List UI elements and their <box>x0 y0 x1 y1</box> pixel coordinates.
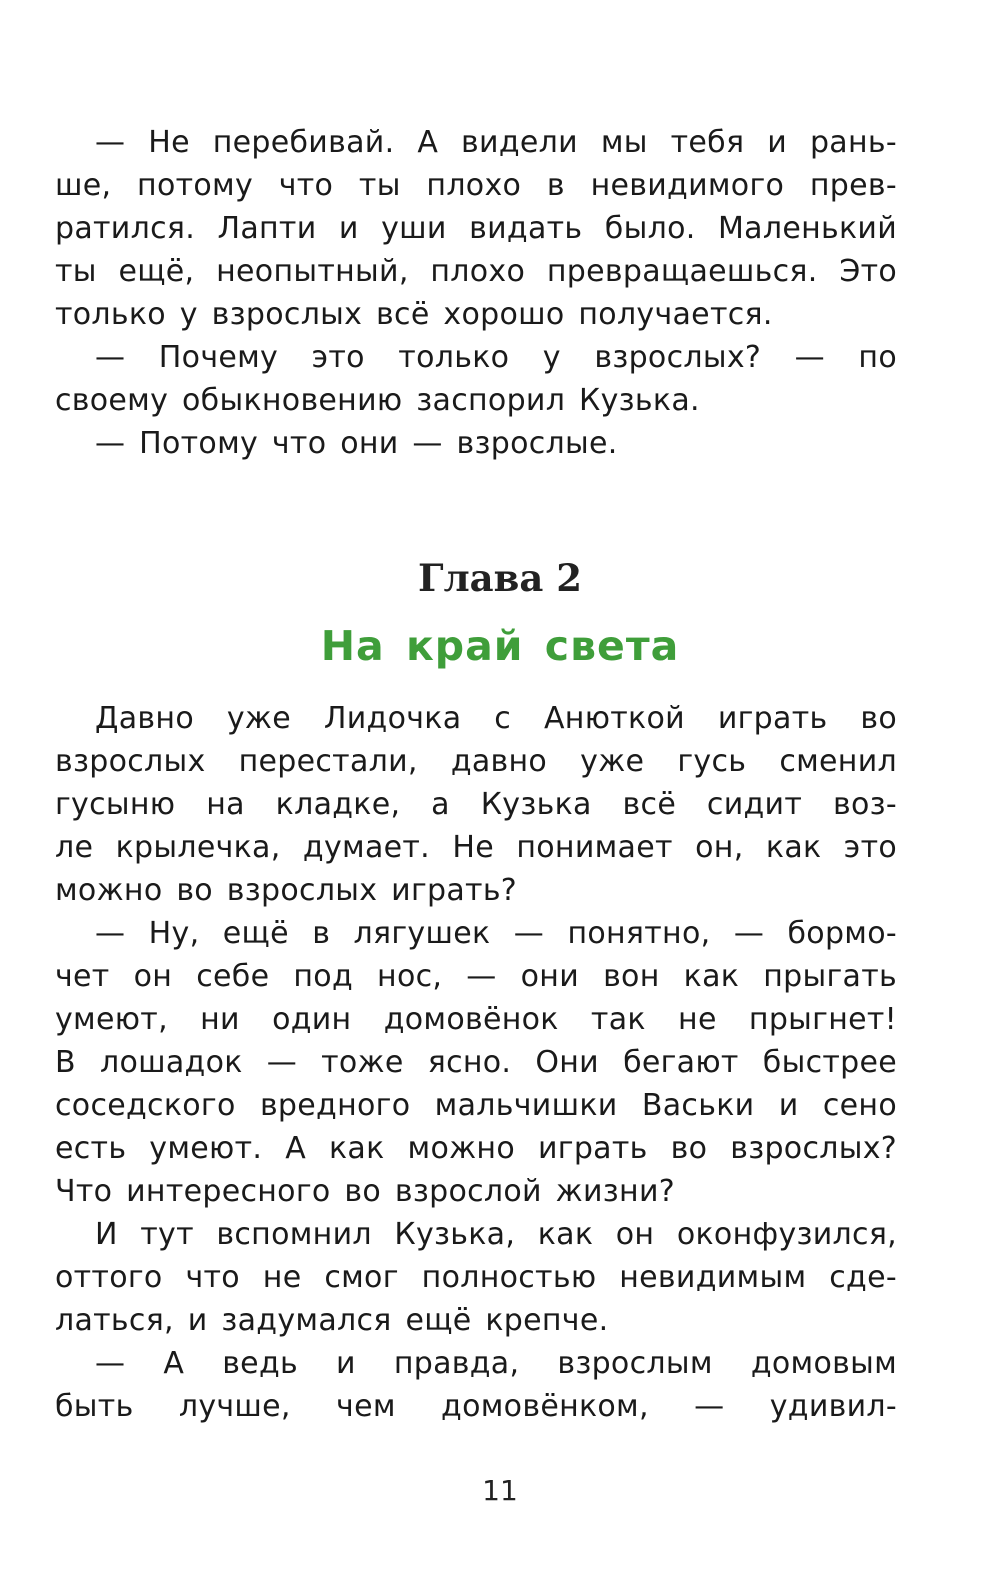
chapter-body <box>55 697 897 1428</box>
text-line: — Ну, ещё в лягушек — понятно, — бормо- <box>95 916 897 951</box>
text-line: есть умеют. А как можно играть во взрослых? <box>55 1131 897 1166</box>
chapter-title: На край света <box>320 622 680 670</box>
text-line: только у взрослых всё хорошо получается. <box>55 297 773 332</box>
text-line: — А ведь и правда, взрослым домовым <box>95 1346 897 1381</box>
text-line: ле крылечка, думает. Не понимает он, как это <box>55 830 897 865</box>
text-line: гусыню на кладке, а Кузька всё сидит воз- <box>55 787 897 822</box>
opening-dialogue <box>55 121 897 465</box>
text-line: взрослых перестали, давно уже гусь сменил <box>55 744 897 779</box>
text-line: И тут вспомнил Кузька, как он оконфузился, <box>95 1217 897 1252</box>
text-line: — Потому что они — взрослые. <box>95 426 618 461</box>
text-line: умеют, ни один домовёнок так не прыгнет! <box>55 1002 897 1037</box>
text-line: быть лучше, чем домовёнком, — удивил- <box>55 1389 897 1424</box>
text-line: Давно уже Лидочка с Анюткой играть во <box>95 701 897 736</box>
text-line: чет он себе под нос, — они вон как прыгать <box>55 959 897 994</box>
text-line: можно во взрослых играть? <box>55 873 518 908</box>
text-line: — Не перебивай. А видели мы тебя и рань- <box>95 125 897 160</box>
text-line: ратился. Лапти и уши видать было. Маленький <box>55 211 897 246</box>
text-line: ше, потому что ты плохо в невидимого прев- <box>55 168 897 203</box>
text-line: Что интересного во взрослой жизни? <box>55 1174 675 1209</box>
text-line: ты ещё, неопытный, плохо превращаешься. Это <box>55 254 897 289</box>
chapter-number: Глава 2 <box>418 556 582 600</box>
text-line: соседского вредного мальчишки Васьки и сено <box>55 1088 897 1123</box>
page-number: 11 <box>482 1474 518 1507</box>
text-line: — Почему это только у взрослых? — по <box>95 340 897 375</box>
text-line: латься, и задумался ещё крепче. <box>55 1303 609 1338</box>
text-line: своему обыкновению заспорил Кузька. <box>55 383 700 418</box>
text-line: оттого что не смог полностью невидимым сде- <box>55 1260 897 1295</box>
text-line: В лошадок — тоже ясно. Они бегают быстрее <box>55 1045 897 1080</box>
